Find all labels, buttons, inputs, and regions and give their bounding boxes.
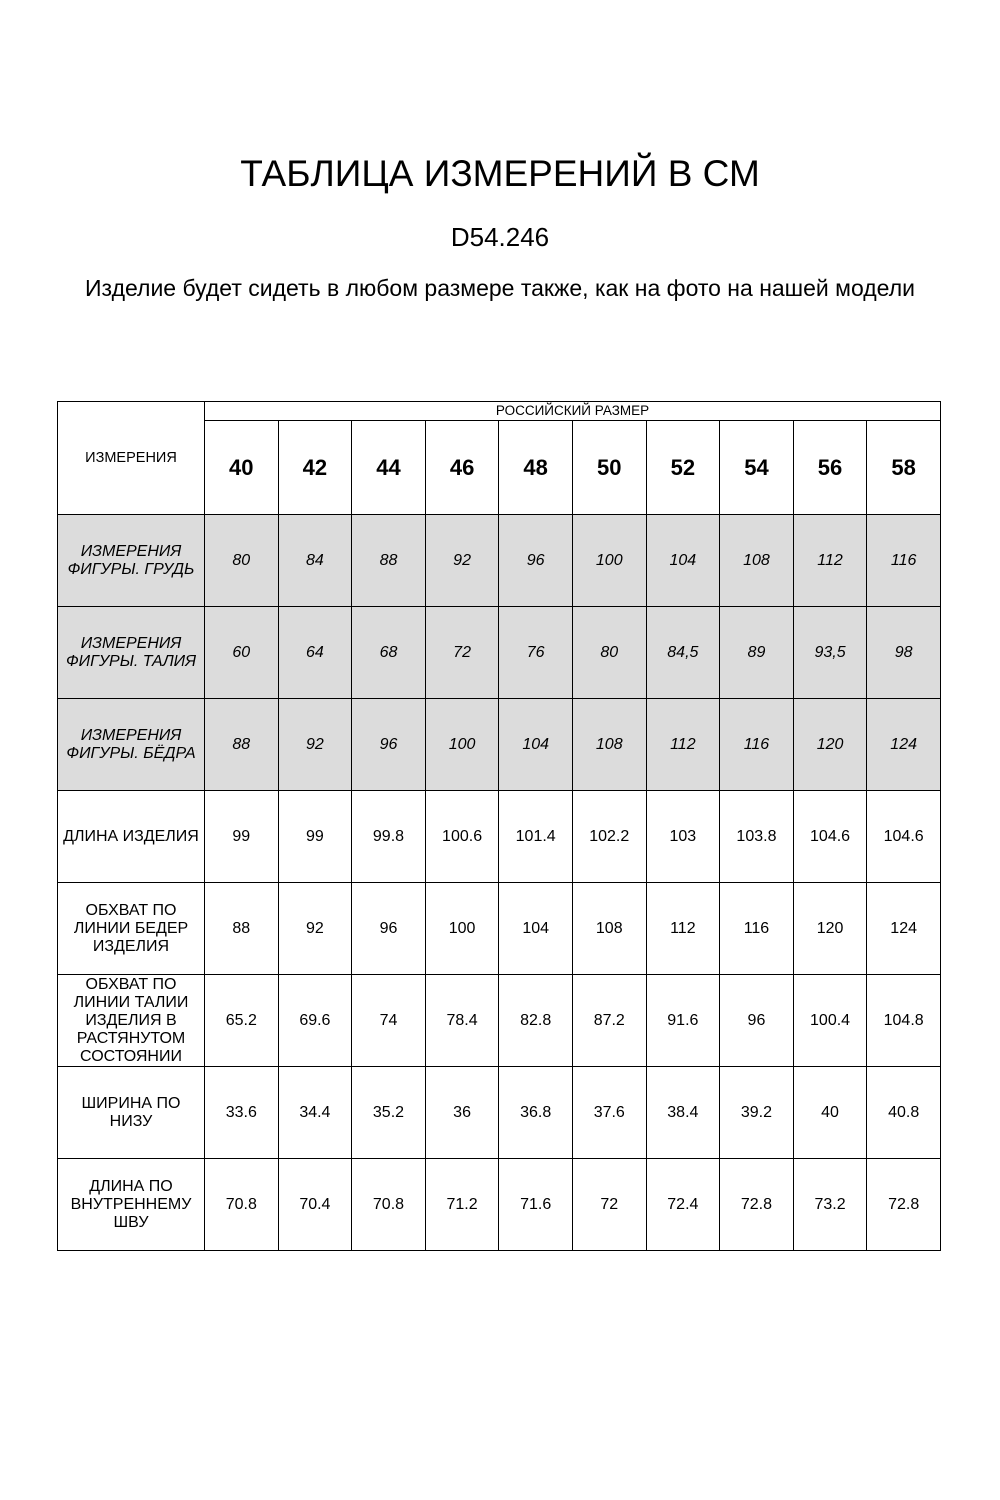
- value-cell: 84,5: [646, 607, 720, 699]
- fit-note: Изделие будет сидеть в любом размере также, как на фото на нашей модели: [85, 275, 915, 301]
- row-label: ИЗМЕРЕНИЯ ФИГУРЫ. БЁДРА: [58, 699, 205, 791]
- value-cell: 71.6: [499, 1159, 573, 1251]
- table-row: [58, 607, 941, 699]
- value-cell: 69.6: [278, 975, 352, 1067]
- value-cell: 76: [499, 607, 573, 699]
- value-cell: 84: [278, 515, 352, 607]
- value-cell: 99.8: [352, 791, 426, 883]
- value-cell: 60: [205, 607, 279, 699]
- table-row: [58, 1067, 941, 1159]
- value-cell: 70.8: [352, 1159, 426, 1251]
- value-cell: 92: [278, 699, 352, 791]
- value-cell: 108: [720, 515, 794, 607]
- value-cell: 100: [425, 699, 499, 791]
- header-row-group: [58, 402, 941, 421]
- value-cell: 100: [572, 515, 646, 607]
- value-cell: 103: [646, 791, 720, 883]
- value-cell: 70.8: [205, 1159, 279, 1251]
- value-cell: 104.6: [867, 791, 941, 883]
- value-cell: 116: [720, 883, 794, 975]
- value-cell: 72: [425, 607, 499, 699]
- table-row: [58, 699, 941, 791]
- value-cell: 112: [646, 883, 720, 975]
- value-cell: 91.6: [646, 975, 720, 1067]
- value-cell: 39.2: [720, 1067, 794, 1159]
- row-label: ДЛИНА ИЗДЕЛИЯ: [58, 791, 205, 883]
- value-cell: 72: [572, 1159, 646, 1251]
- value-cell: 80: [205, 515, 279, 607]
- product-code: D54.246: [450, 222, 550, 252]
- size-header-cell: 50: [572, 421, 646, 515]
- value-cell: 88: [205, 883, 279, 975]
- value-cell: 104: [499, 883, 573, 975]
- table-row: [58, 883, 941, 975]
- value-cell: 120: [793, 699, 867, 791]
- value-cell: 40.8: [867, 1067, 941, 1159]
- value-cell: 72.8: [720, 1159, 794, 1251]
- value-cell: 89: [720, 607, 794, 699]
- value-cell: 116: [720, 699, 794, 791]
- value-cell: 35.2: [352, 1067, 426, 1159]
- value-cell: 116: [867, 515, 941, 607]
- size-header-cell: 58: [867, 421, 941, 515]
- value-cell: 101.4: [499, 791, 573, 883]
- value-cell: 103.8: [720, 791, 794, 883]
- value-cell: 104.6: [793, 791, 867, 883]
- value-cell: 74: [352, 975, 426, 1067]
- value-cell: 96: [352, 883, 426, 975]
- table-row: [58, 515, 941, 607]
- size-table-body: [58, 402, 941, 1251]
- value-cell: 70.4: [278, 1159, 352, 1251]
- value-cell: 87.2: [572, 975, 646, 1067]
- value-cell: 124: [867, 883, 941, 975]
- value-cell: 64: [278, 607, 352, 699]
- row-label: ОБХВАТ ПО ЛИНИИ БЕДЕР ИЗДЕЛИЯ: [58, 883, 205, 975]
- value-cell: 108: [572, 699, 646, 791]
- table-row: [58, 1159, 941, 1251]
- size-header-cell: 54: [720, 421, 794, 515]
- size-header-cell: 44: [352, 421, 426, 515]
- value-cell: 99: [205, 791, 279, 883]
- value-cell: 124: [867, 699, 941, 791]
- table-row: [58, 975, 941, 1067]
- value-cell: 96: [499, 515, 573, 607]
- value-cell: 71.2: [425, 1159, 499, 1251]
- value-cell: 65.2: [205, 975, 279, 1067]
- value-cell: 92: [425, 515, 499, 607]
- value-cell: 34.4: [278, 1067, 352, 1159]
- value-cell: 36.8: [499, 1067, 573, 1159]
- row-label: ДЛИНА ПО ВНУТРЕННЕМУ ШВУ: [58, 1159, 205, 1251]
- value-cell: 68: [352, 607, 426, 699]
- table-row: [58, 791, 941, 883]
- size-header-cell: 52: [646, 421, 720, 515]
- value-cell: 100.4: [793, 975, 867, 1067]
- size-header-cell: 42: [278, 421, 352, 515]
- value-cell: 96: [352, 699, 426, 791]
- value-cell: 40: [793, 1067, 867, 1159]
- value-cell: 82.8: [499, 975, 573, 1067]
- row-label: ИЗМЕРЕНИЯ ФИГУРЫ. ТАЛИЯ: [58, 607, 205, 699]
- russian-size-group-label: РОССИЙСКИЙ РАЗМЕР: [205, 402, 941, 421]
- value-cell: 112: [646, 699, 720, 791]
- measurements-corner-label: ИЗМЕРЕНИЯ: [58, 402, 205, 515]
- value-cell: 100.6: [425, 791, 499, 883]
- size-header-cell: 48: [499, 421, 573, 515]
- value-cell: 80: [572, 607, 646, 699]
- size-table: [57, 401, 941, 1251]
- size-header-cell: 40: [205, 421, 279, 515]
- value-cell: 37.6: [572, 1067, 646, 1159]
- value-cell: 36: [425, 1067, 499, 1159]
- value-cell: 100: [425, 883, 499, 975]
- value-cell: 120: [793, 883, 867, 975]
- value-cell: 88: [352, 515, 426, 607]
- value-cell: 96: [720, 975, 794, 1067]
- page-title: ТАБЛИЦА ИЗМЕРЕНИЙ В СМ: [240, 153, 760, 194]
- value-cell: 104: [646, 515, 720, 607]
- size-header-cell: 56: [793, 421, 867, 515]
- row-label: ШИРИНА ПО НИЗУ: [58, 1067, 205, 1159]
- value-cell: 102.2: [572, 791, 646, 883]
- value-cell: 72.8: [867, 1159, 941, 1251]
- value-cell: 104: [499, 699, 573, 791]
- value-cell: 78.4: [425, 975, 499, 1067]
- row-label: ИЗМЕРЕНИЯ ФИГУРЫ. ГРУДЬ: [58, 515, 205, 607]
- value-cell: 98: [867, 607, 941, 699]
- value-cell: 93,5: [793, 607, 867, 699]
- value-cell: 72.4: [646, 1159, 720, 1251]
- value-cell: 92: [278, 883, 352, 975]
- size-header-cell: 46: [425, 421, 499, 515]
- value-cell: 73.2: [793, 1159, 867, 1251]
- value-cell: 33.6: [205, 1067, 279, 1159]
- row-label: ОБХВАТ ПО ЛИНИИ ТАЛИИ ИЗДЕЛИЯ В РАСТЯНУТОМ СОСТОЯНИИ: [58, 975, 205, 1067]
- value-cell: 99: [278, 791, 352, 883]
- value-cell: 104.8: [867, 975, 941, 1067]
- value-cell: 88: [205, 699, 279, 791]
- value-cell: 112: [793, 515, 867, 607]
- value-cell: 108: [572, 883, 646, 975]
- value-cell: 38.4: [646, 1067, 720, 1159]
